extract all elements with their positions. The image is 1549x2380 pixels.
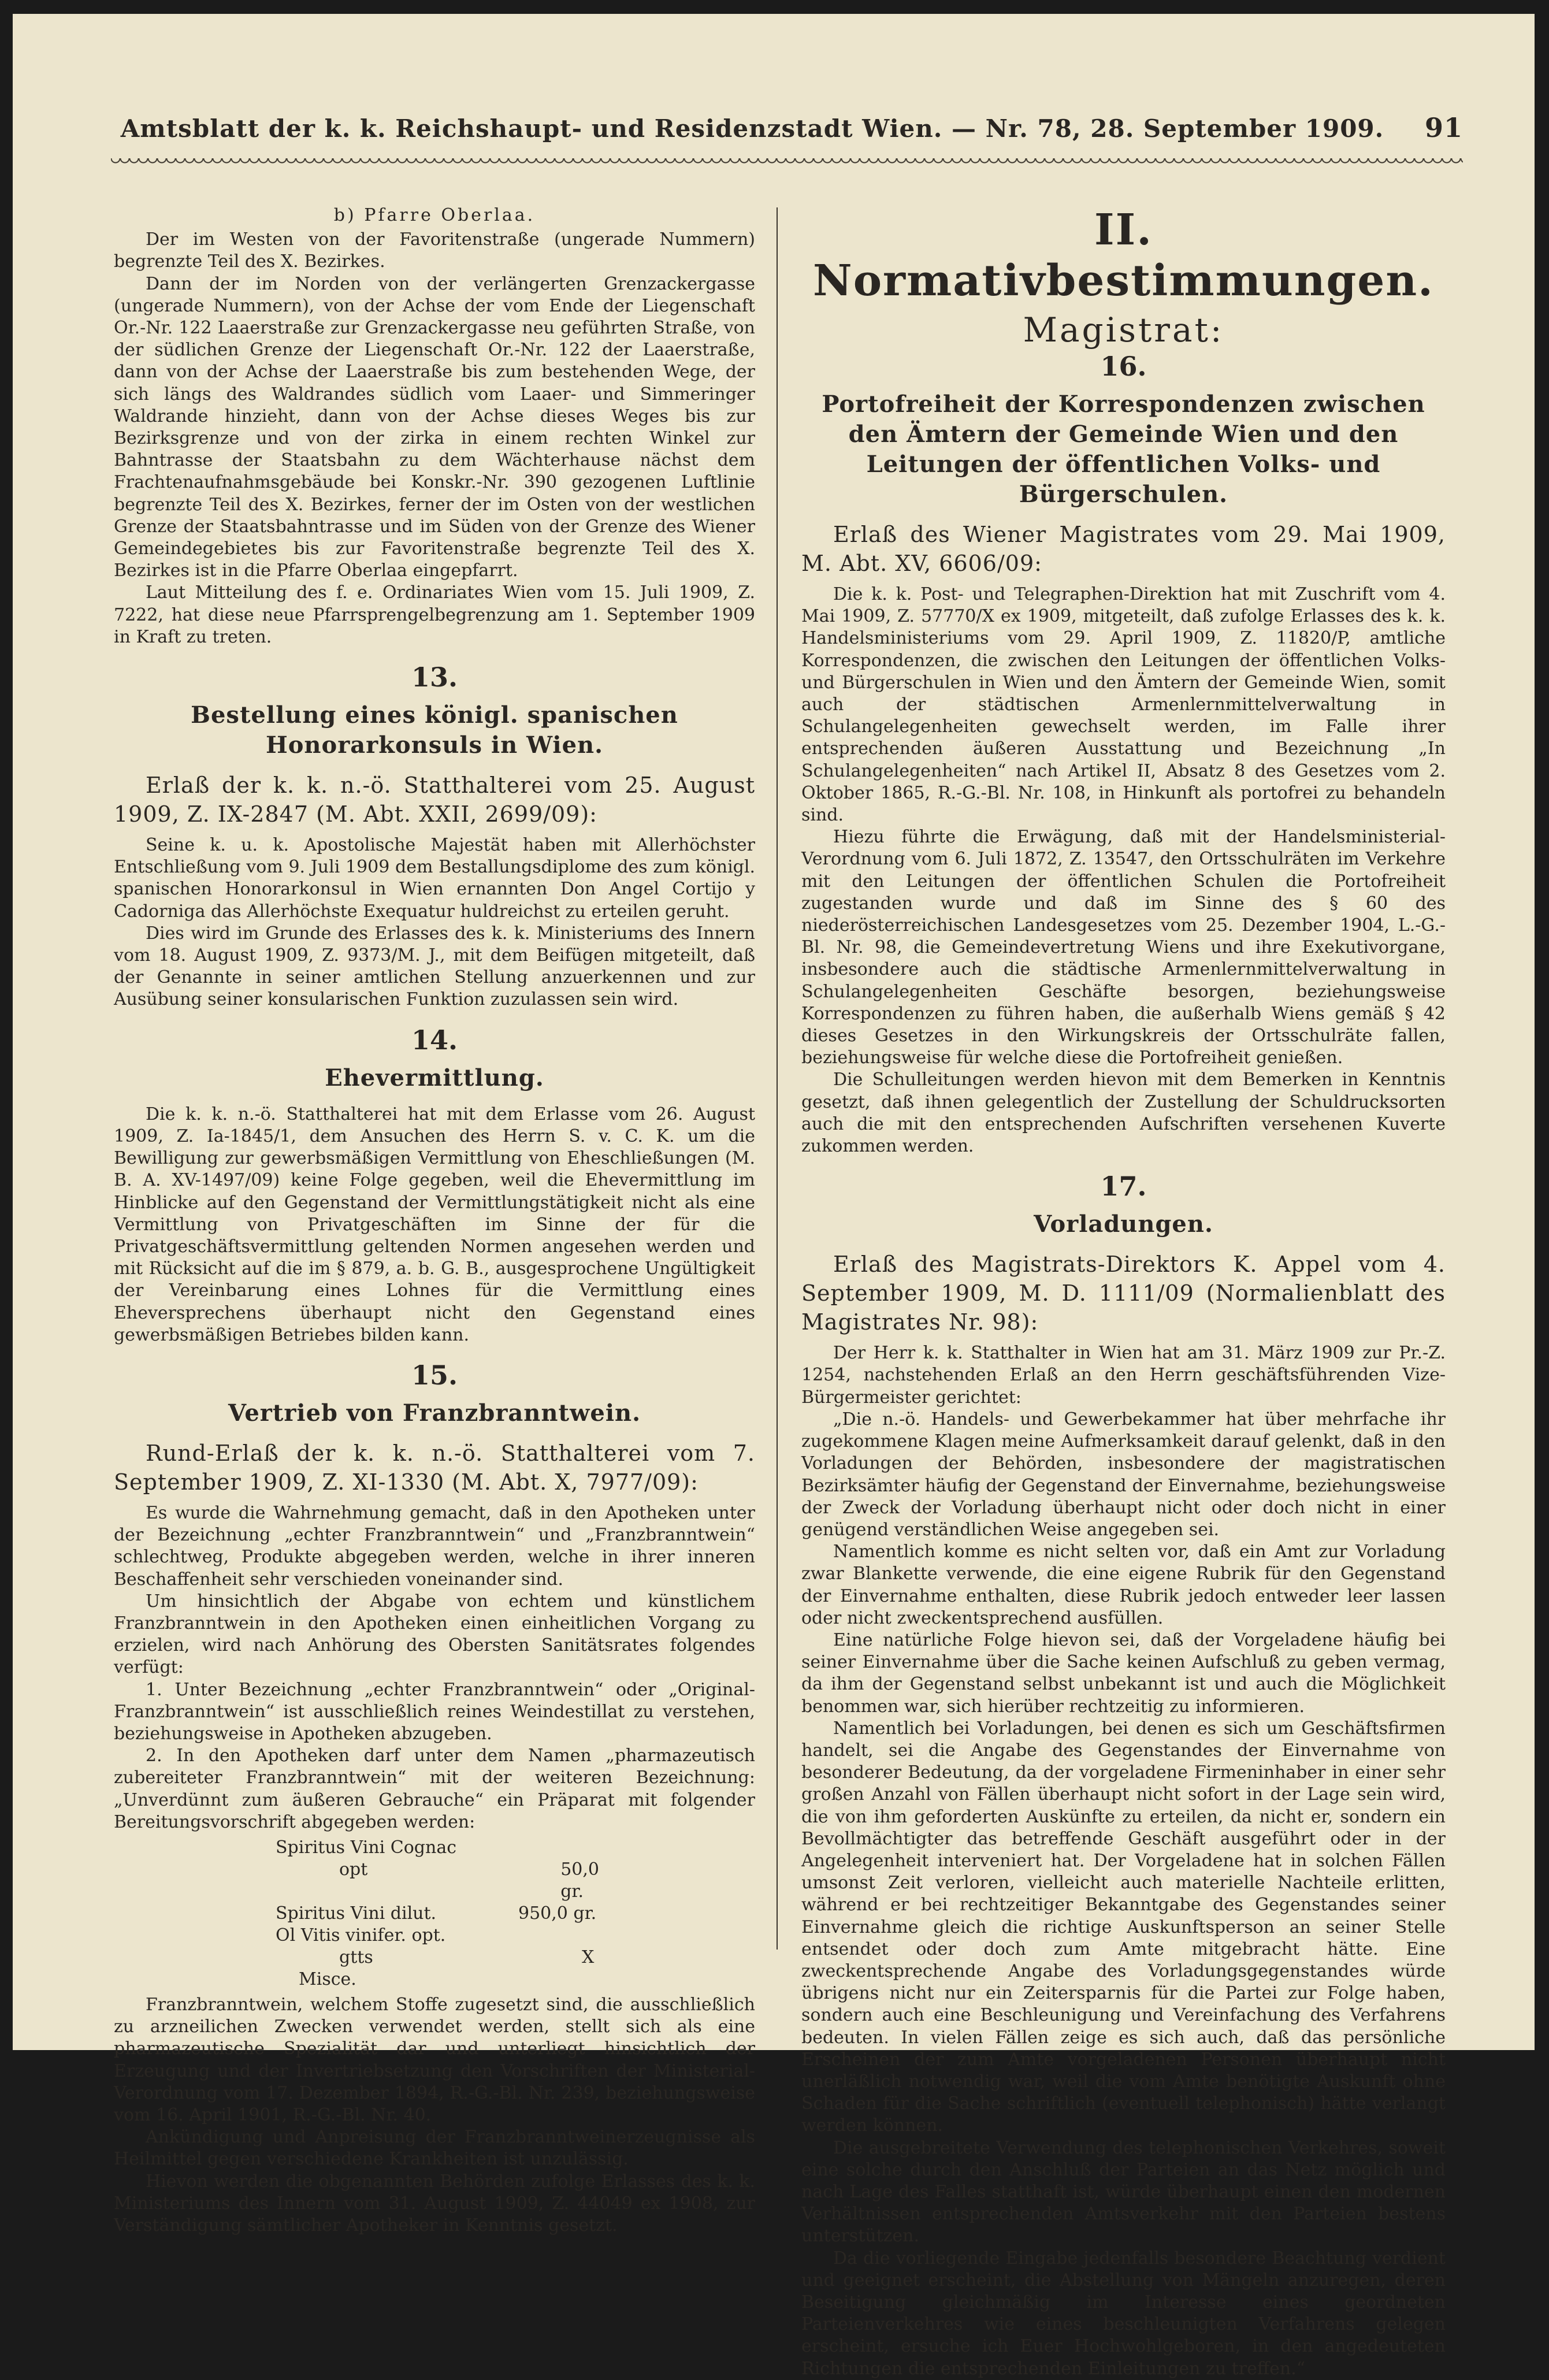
section-heading: Vorladungen. <box>1034 1211 1213 1238</box>
paragraph: Die k. k. Post- und Telegraphen-Direktion hat mit Zuschrift vom 4. Mai 1909, Z. 57770/X ex 1909, mitgeteilt, daß zufolge Erlasses des k. k. Handelsministeriums vom 29. April 1909, Z. 11820/P, amtliche Korrespondenzen, die zwischen den Leitungen der öffentlichen Volks- und Bürgerschulen in Wien und den Ämtern der Gemeinde Wien, somit auch der städtischen Armenlernmittelverwaltung in Schulangelegenheiten gewechselt werden, im Falle ihrer entsprechenden äußeren Ausstattung und Bezeichnung „In Schulangelegenheiten“ nach Artikel II, Absatz 8 des Gesetzes vom 2. Oktober 1865, R.-G.-Bl. Nr. 108, in Hinkunft als portofrei zu behandeln sind. <box>801 584 1446 826</box>
section-number: 13. <box>411 662 458 693</box>
section-heading: Vertrieb von Franzbranntwein. <box>228 1399 641 1427</box>
column-divider <box>777 207 778 1950</box>
paragraph: Ankündigung und Anpreisung der Franzbranntweinerzeugnisse als Heilmittel gegen verschiedene Krankheiten ist unzulässig. <box>114 2127 755 2170</box>
section-number: 17. <box>1100 1171 1147 1202</box>
paragraph: 2. In den Apotheken darf unter dem Namen „pharmazeutisch zubereiteter Franzbranntwein“ mit der weiteren Bezeichnung: „Unverdünnt zum äußeren Gebrauche“ ein Präparat mit folgender Bereitungsvorschrift abgegeben werden: <box>114 1746 755 1832</box>
page-header <box>111 112 1463 143</box>
recipe-line: Ol Vitis vinifer. opt. <box>276 1925 446 1945</box>
section-number: 16. <box>1100 351 1147 382</box>
paragraph: Dann der im Norden von der verlängerten Grenzackergasse (ungerade Nummern), von der Achse der vom Ende der Liegenschaft Or.-Nr. 122 Laaerstraße zur Grenzackergasse neu geführten Straße, von der südlichen Grenze der Liegenschaft Or.-Nr. 122 der Laaerstraße, dann von der Achse der Laaerstraße bis zum bestehenden Wege, der sich längs des Waldrandes südlich vom Laaer- und Simmeringer Waldrande hinzieht, dann von der Achse dieses Weges bis zur Bezirksgrenze und von der zirka in einem rechten Winkel zur Bahntrasse der Staatsbahn zu dem Wächterhause nächst dem Frachtenaufnahmsgebäude bei Konskr.-Nr. 390 gezogenen Luftlinie begrenzte Teil des X. Bezirkes, ferner der im Osten von der westlichen Grenze der Staatsbahntrasse und im Süden von der Grenze des Wiener Gemeindegebietes bis zur Favoritenstraße begrenzte Teil des X. Bezirkes ist in die Pfarre Oberlaa eingepfarrt. <box>114 273 755 581</box>
authority-heading: Magistrat: <box>1023 310 1224 350</box>
paragraph: Dies wird im Grunde des Erlasses des k. k. Ministeriums des Innern vom 18. August 1909, Z. 9373/M. J., mit dem Beifügen mitgeteilt, daß der Genannte in seiner amtlichen Stellung anzuerkennen und zur Ausübung seiner konsularischen Funktion zuzulassen sein wird. <box>114 923 755 1010</box>
paragraph: Seine k. u. k. Apostolische Majestät haben mit Allerhöchster Entschließung vom 9. Juli 1909 dem Bestallungsdiplome des zum königl. spanischen Honorarkonsul in Wien ernannten Don Angel Cortijo y Cadorniga das Allerhöchste Exequatur huldreichst zu erteilen geruht. <box>114 835 755 922</box>
recipe-line: Spiritus Vini Cognac <box>276 1837 457 1858</box>
section-heading: Portofreiheit der Korrespondenzen zwischen den Ämtern der Gemeinde Wien und den Leitungen der öffentlichen Volks- und Bürgerschulen. <box>822 391 1425 508</box>
paragraph: Es wurde die Wahrnehmung gemacht, daß in den Apotheken unter der Bezeichnung „echter Franzbranntwein“ und „Franzbranntwein“ schlechtweg, Produkte abgegeben werden, welche in ihrer inneren Beschaffenheit sehr verschieden voneinander sind. <box>114 1502 755 1590</box>
newspaper-page <box>13 14 1535 2379</box>
paragraph: Da die vorliegende Eingabe jedenfalls besondere Beachtung verdient und geeignet erscheint, die Abstellung von Mängeln anzuregen, deren Beseitigung gleichmäßig im Interesse eines geordneten Parteienverkehres wie eines beschleunigten Verfahrens gelegen erscheint, ersuche ich Euer Hochwohlgeboren, in den angedeuteten Richtungen die entsprechenden Einleitungen zu treffen.“ <box>801 2248 1446 2379</box>
decree-reference: Rund-Erlaß der k. k. n.-ö. Statthalterei vom 7. September 1909, Z. XI-1330 (M. Abt. X, 7977/09): <box>114 1440 755 1495</box>
recipe-line: gtts X <box>339 1947 595 1967</box>
running-title: Amtsblatt der k. k. Reichshaupt- und Residenzstadt Wien. — Nr. 78, 28. September 1909. <box>120 114 1384 143</box>
paragraph: Um hinsichtlich der Abgabe von echtem und künstlichem Franzbranntwein in den Apotheken einen einheitlichen Vorgang zu erzielen, wird nach Anhörung des Obersten Sanitätsrates folgendes verfügt: <box>114 1591 755 1678</box>
right-column <box>801 205 1446 2380</box>
paragraph: Laut Mitteilung des f. e. Ordinariates Wien vom 15. Juli 1909, Z. 7222, hat diese neue Pfarrsprengelbegrenzung am 1. September 1909 in Kraft zu treten. <box>114 582 755 647</box>
section-number: 15. <box>411 1359 458 1391</box>
paragraph: „Die n.-ö. Handels- und Gewerbekammer hat über mehrfache ihr zugekommene Klagen meine Aufmerksamkeit darauf gelenkt, daß in den Vorladungen der Behörden, insbesondere der magistratischen Bezirksämter häufig der Gegenstand der Einvernahme, beziehungsweise der Zweck der Vorladung überhaupt nicht oder doch nicht in einer genügend verständlichen Weise angegeben sei. <box>801 1409 1446 1540</box>
paragraph: Franzbranntwein, welchem Stoffe zugesetzt sind, die ausschließlich zu arzneilichen Zwecken verwendet werden, stellt sich als eine pharmazeutische Spezialität dar und unterliegt hinsichtlich der Erzeugung und der Invertriebsetzung den Vorschriften der Ministerial-Verordnung vom 17. Dezember 1894, R.-G.-Bl. Nr. 239, beziehungsweise vom 16. April 1901, R.-G.-Bl. Nr. 40. <box>114 1994 755 2125</box>
decree-reference: Erlaß des Wiener Magistrates vom 29. Mai 1909, M. Abt. XV, 6606/09: <box>801 522 1446 576</box>
paragraph: Hievon werden die obgenannten Behörden zufolge Erlasses des k. k. Ministeriums des Innern vom 31. August 1909, Z. 44049 ex 1908, zur Verständigung sämtlicher Apotheker in Kenntnis gesetzt. <box>114 2171 755 2236</box>
section-title: II. Normativbestimmungen. <box>813 205 1434 306</box>
paragraph: 1. Unter Bezeichnung „echter Franzbranntwein“ oder „Original-Franzbranntwein“ ist ausschließlich reines Weindestillat zu verstehen, beziehungsweise in Apotheken abzugeben. <box>114 1679 755 1744</box>
page-number: 91 <box>1424 112 1463 143</box>
paragraph: Der im Westen von der Favoritenstraße (ungerade Nummern) begrenzte Teil des X. Bezirkes. <box>114 229 755 272</box>
left-column <box>114 205 755 2237</box>
subheading-pfarre: b) Pfarre Oberlaa. <box>333 205 536 225</box>
paragraph: Der Herr k. k. Statthalter in Wien hat am 31. März 1909 zur Pr.-Z. 1254, nachstehenden Erlaß an den Herrn geschäftsführenden Vize-Bürgermeister gerichtet: <box>801 1343 1446 1408</box>
recipe-block <box>276 1837 599 1991</box>
paragraph: Die ausgebreitete Verwendung des telephonischen Verkehres, soweit eine solche durch den Anschluß der Parteien an das Netz möglich und nach Lage des Falles statthaft ist, würde überhaupt einen den modernen Verhältnissen entsprechenden Amtsverkehr mit den Parteien bestens unterstützen. <box>801 2137 1446 2247</box>
section-number: 14. <box>411 1024 458 1056</box>
paragraph: Eine natürliche Folge hievon sei, daß der Vorgeladene häufig bei seiner Einvernahme über die Sache keinen Aufschluß zu geben vermag, da ihm der Gegenstand selbst unbekannt ist und auch die Möglichkeit benommen war, sich hierüber rechtzeitig zu informieren. <box>801 1629 1446 1717</box>
paragraph: Namentlich komme es nicht selten vor, daß ein Amt zur Vorladung zwar Blankette verwende, die eine eigene Rubrik für den Gegenstand der Einvernahme enthalten, diese Rubrik jedoch entweder leer lassen oder nicht zweckentsprechend ausfüllen. <box>801 1542 1446 1628</box>
section-heading: Bestellung eines königl. spanischen Honorarkonsuls in Wien. <box>191 701 678 759</box>
recipe-line: Misce. <box>299 1969 356 1989</box>
recipe-line: opt 50,0 gr. <box>339 1859 599 1902</box>
paragraph: Die k. k. n.-ö. Statthalterei hat mit dem Erlasse vom 26. August 1909, Z. Ia-1845/1, dem Ansuchen des Herrn S. v. C. K. um die Bewilligung zur gewerbsmäßigen Vermittlung von Eheschließungen (M. B. A. XV-1497/09) keine Folge gegeben, weil die Ehevermittlung im Hinblicke auf den Gegenstand der Vermittlungstätigkeit nicht als eine Vermittlung von Privatgeschäften im Sinne der für die Privatgeschäftsvermittlung geltenden Normen angesehen werden und mit Rücksicht auf die im § 879, a. b. G. B., ausgesprochene Ungültigkeit der Vereinbarung eines Lohnes für die Vermittlung eines Eheversprechens überhaupt nicht den Gegenstand eines gewerbsmäßigen Betriebes bilden kann. <box>114 1104 755 1345</box>
header-rule <box>111 158 1463 166</box>
paragraph: Die Schulleitungen werden hievon mit dem Bemerken in Kenntnis gesetzt, daß ihnen gelegentlich der Zustellung der Schuldrucksorten auch die mit den entsprechenden Aufschriften versehenen Kuverte zukommen werden. <box>801 1070 1446 1157</box>
decree-reference: Erlaß der k. k. n.-ö. Statthalterei vom 25. August 1909, Z. IX-2847 (M. Abt. XXII, 2699/09): <box>114 773 755 827</box>
recipe-line: Spiritus Vini dilut. 950,0 gr. <box>276 1903 597 1924</box>
paragraph: Namentlich bei Vorladungen, bei denen es sich um Geschäftsfirmen handelt, sei die Angabe des Gegenstandes der Einvernahme von besonderer Bedeutung, da der vorgeladene Firmeninhaber in einer sehr großen Anzahl von Fällen überhaupt nicht sofort in der Lage sein wird, die von ihm geforderten Auskünfte zu erteilen, da nicht er, sondern ein Bevollmächtigter das betreffende Geschäft ausgeführt oder in der Angelegenheit interveniert hat. Der Vorgeladene hat in solchen Fällen umsonst Zeit verloren, vielleicht auch materielle Nachteile erlitten, während er bei rechtzeitiger Bekanntgabe des Gegenstandes seiner Einvernahme gleich die richtige Auskunftsperson an seiner Stelle entsendet oder doch zum Amte mitgebracht hätte. Eine zweckentsprechende Angabe des Vorladungsgegenstandes würde übrigens nicht nur ein Zeitersparnis für die Partei zur Folge haben, sondern auch eine Beschleunigung und Vereinfachung des Verfahrens bedeuten. In vielen Fällen zeige es sich auch, daß das persönliche Erscheinen der zum Amte vorgeladenen Personen überhaupt nicht unerläßlich notwendig war, weil die vom Amte benötigte Auskunft ohne Schaden für die Sache schriftlich (eventuell telephonisch) hätte verlangt werden können. <box>801 1718 1446 2136</box>
decree-reference: Erlaß des Magistrats-Direktors K. Appel vom 4. September 1909, M. D. 1111/09 (Normalienblatt des Magistrates Nr. 98): <box>801 1252 1446 1335</box>
section-heading: Ehevermittlung. <box>325 1064 544 1091</box>
paragraph: Hiezu führte die Erwägung, daß mit der Handelsministerial-Verordnung vom 6. Juli 1872, Z. 13547, den Ortsschulräten im Verkehre mit den Leitungen der öffentlichen Schulen die Portofreiheit zugestanden wurde und daß im Sinne des § 60 des niederösterreichischen Landesgesetzes vom 25. Dezember 1904, L.-G.-Bl. Nr. 98, die Gemeindevertretung Wiens und ihre Exekutivorgane, insbesondere auch die städtische Armenlernmittelverwaltung in Schulangelegenheiten Geschäfte besorgen, beziehungsweise Korrespondenzen zu führen haben, die außerhalb Wiens gemäß § 42 dieses Gesetzes in den Wirkungskreis der Ortsschulräte fallen, beziehungsweise für welche diese die Portofreiheit genießen. <box>801 827 1446 1068</box>
